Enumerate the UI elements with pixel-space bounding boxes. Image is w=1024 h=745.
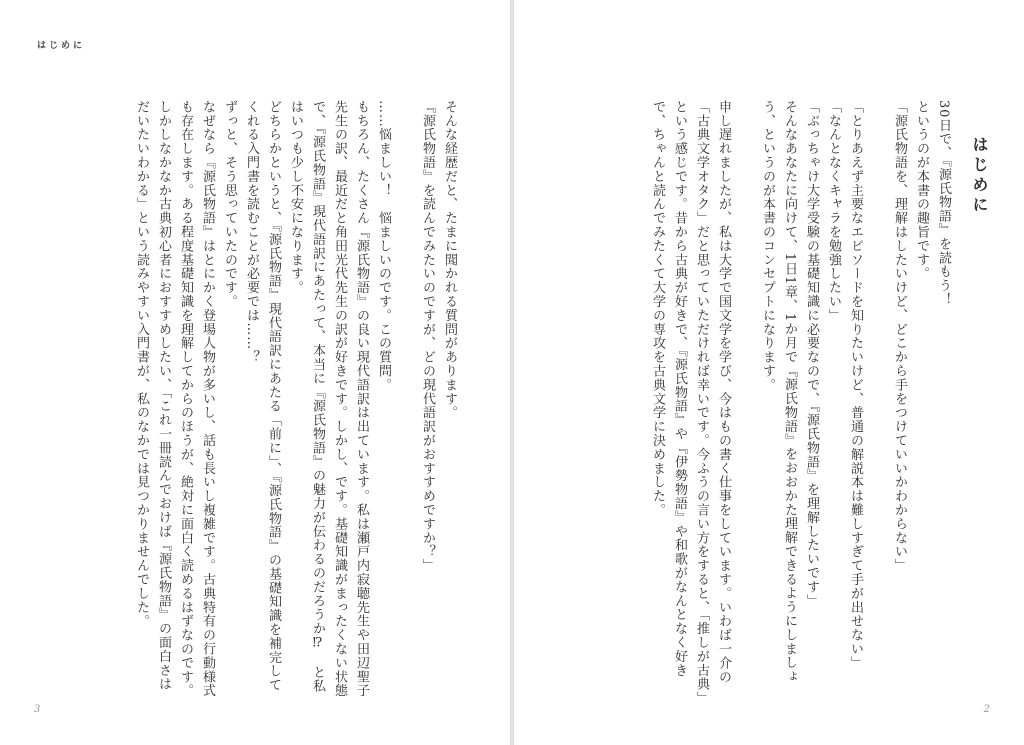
paragraph: 「ぶっちゃけ大学受験の基礎知識に必要なので、『源氏物語』を理解したいです」 — [804, 100, 819, 608]
paragraph: 「とりあえず主要なエピソードを知りたいけど、普通の解説本は難しすぎて手が出せない」 — [848, 100, 863, 670]
paragraph: そんな経歴だと、たまに聞かれる質問があります。 — [442, 100, 457, 420]
paragraph: 申し遅れましたが、私は大学で国文学を学び、今はもの書く仕事をしています。いわば一介の「古典文学オタク」だと思っていただければ幸いです。今ふうの言い方をすると、「推しが古典」という感じです。昔から古典が好きで、『源氏物語』や『伊勢物語』や和歌がなんとなく好きで、ちゃんと読んでみたくて大学の専攻を古典文学に決めました。 — [650, 100, 731, 699]
paragraph: そんなあなたに向けて、1日1章、1か月で『源氏物語』をおおかた理解できるようにしましょう、というのが本書のコンセプトになります。 — [760, 100, 797, 684]
left-page-body — [130, 100, 460, 700]
paragraph: というのが本書の趣旨です。 — [914, 100, 929, 281]
page-number: 3 — [34, 704, 41, 715]
right-page — [514, 0, 1024, 745]
paragraph: なぜなら『源氏物語』はとにかく登場人物が多いし、話も長いし複雑です。古典特有の行動様式も存在します。ある程度基礎知識を理解してからのほうが、絶対に面白く読めるはずなのです。 — [178, 100, 215, 698]
chapter-title: はじめに — [970, 136, 989, 216]
running-head: はじめに — [37, 41, 86, 51]
paragraph: ずっと、そう思っていたのです。 — [222, 100, 237, 309]
left-page — [0, 0, 510, 745]
page-number: 2 — [983, 704, 990, 715]
right-page-body — [624, 100, 990, 700]
paragraph: どちらかというと、『源氏物語』現代語訳にあたる「前に」、『源氏物語』の基礎知識を補完してくれる入門書を読むことが必要では……？ — [244, 100, 281, 693]
paragraph: 「源氏物語を、理解はしたいけど、どこから手をつけていいかわからない」 — [892, 100, 907, 573]
paragraph: 『源氏物語』を読んでみたいのですが、どの現代語訳がおすすめですか？」 — [420, 100, 435, 573]
paragraph: しかしなかなか古典初心者におすすめしたい、「これ一冊読んでおけば『源氏物語』の面白さはだいたいわかる」という読みやすい入門書が、私のなかでは見つかりませんでした。 — [134, 100, 171, 692]
paragraph: 「なんとなくキャラを勉強したい」 — [826, 100, 841, 323]
paragraph: 30日で、『源氏物語』を読もう！ — [936, 100, 951, 307]
paragraph: ……悩ましい！ 悩ましいのです。この質問。 — [376, 100, 391, 392]
paragraph: もちろん、たくさん『源氏物語』の良い現代語訳は出ています。私は瀬戸内寂聴先生や田辺聖子先生の訳、最近だと角田光代先生の訳が好きです。しかし、です。基礎知識がまったくない状態で、『源氏物語』現代語訳にあたって、本当に『源氏物語』の魅力が伝わるのだろうか⁉︎ と私はいつも少し不安になります。 — [288, 100, 369, 698]
